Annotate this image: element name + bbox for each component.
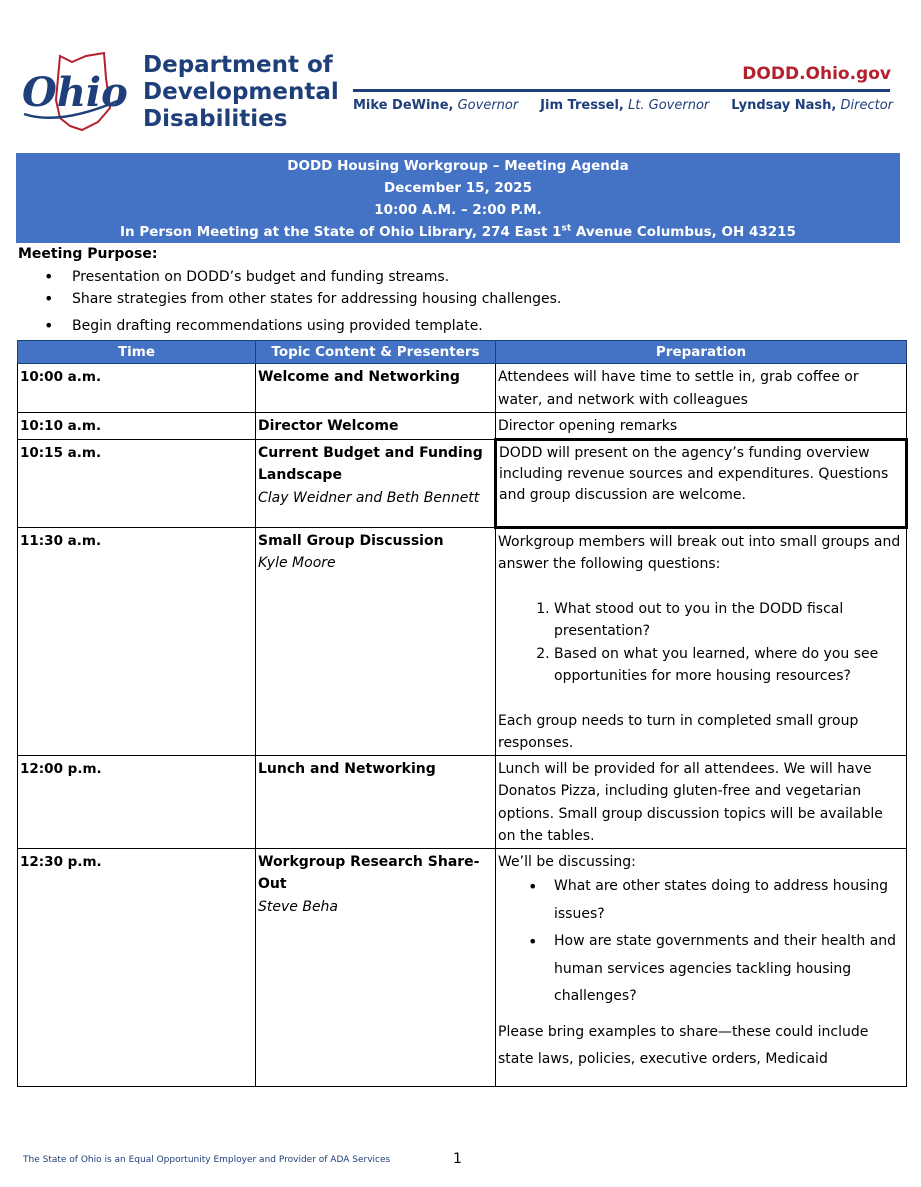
website-link[interactable]: DODD.Ohio.gov — [742, 64, 891, 84]
agenda-banner — [16, 153, 900, 243]
page-number: 1 — [453, 1151, 462, 1167]
letterhead — [0, 0, 921, 150]
prep-intro: We’ll be discussing: — [498, 853, 636, 870]
meeting-purpose-heading: Meeting Purpose: — [18, 246, 158, 262]
table-row — [18, 755, 907, 848]
row-presenter: Kyle Moore — [258, 555, 336, 571]
list-item: • How are state governments and their health and human services agencies tackling housing challenges? — [554, 928, 904, 1011]
table-row — [18, 848, 907, 1086]
list-item: 2. Based on what you learned, where do you see opportunities for more housing resources? — [554, 643, 904, 688]
agenda-table — [17, 340, 908, 1087]
row-preparation: Attendees will have time to settle in, grab coffee or water, and network with colleagues — [496, 364, 907, 413]
ohio-logo-icon — [20, 48, 132, 138]
row-time: 10:00 a.m. — [18, 364, 256, 413]
row-topic: Welcome and Networking — [256, 364, 496, 413]
row-presenter: Clay Weidner and Beth Bennett — [258, 489, 480, 506]
banner-location: In Person Meeting at the State of Ohio Library, 274 East 1st Avenue Columbus, OH 43215 — [120, 223, 796, 240]
dept-line-1: Department of — [143, 52, 333, 78]
row-time: 10:10 a.m. — [18, 413, 256, 440]
row-time: 10:15 a.m. — [18, 439, 256, 527]
row-presenter: Steve Beha — [258, 898, 339, 915]
banner-title: DODD Housing Workgroup – Meeting Agenda — [287, 158, 629, 174]
department-name — [143, 52, 339, 133]
row-preparation: Director opening remarks — [496, 413, 907, 440]
row-preparation — [496, 848, 907, 1086]
column-header-topic: Topic Content & Presenters — [256, 341, 496, 364]
row-topic: Small Group Discussion Kyle Moore — [256, 527, 496, 755]
officials-list — [353, 98, 893, 113]
official-lt-governor: Jim Tressel, Lt. Governor — [540, 98, 710, 113]
row-preparation: Lunch will be provided for all attendees. We will have Donatos Pizza, including gluten-free and vegetarian options. Small group discussion topics will be available on the tables. — [496, 755, 907, 848]
table-header-row — [18, 341, 907, 364]
row-topic: Lunch and Networking — [256, 755, 496, 848]
list-item: • Begin drafting recommendations using provided template. — [44, 315, 561, 337]
row-time: 12:30 p.m. — [18, 848, 256, 1086]
table-row — [18, 364, 907, 413]
header-divider — [353, 89, 890, 92]
meeting-purpose-list — [44, 266, 561, 337]
dept-line-2: Developmental — [143, 79, 339, 105]
banner-time: 10:00 A.M. – 2:00 P.M. — [374, 202, 542, 218]
row-preparation-selected[interactable]: DODD will present on the agency’s funding overview including revenue sources and expenditures. Questions and group discussion are welcome. — [496, 439, 907, 527]
table-row — [18, 439, 907, 527]
prep-outro: Each group needs to turn in completed small group responses. — [498, 712, 859, 751]
footer-equal-opportunity: The State of Ohio is an Equal Opportunity Employer and Provider of ADA Services — [23, 1155, 391, 1165]
list-item: • What are other states doing to address housing issues? — [554, 873, 904, 928]
prep-intro: Workgroup members will break out into small groups and answer the following questions: — [498, 533, 901, 572]
row-topic: Workgroup Research Share-Out Steve Beha — [256, 848, 496, 1086]
column-header-time: Time — [18, 341, 256, 364]
official-governor: Mike DeWine, Governor — [353, 98, 519, 113]
discussion-list — [498, 873, 904, 1011]
question-list — [498, 598, 904, 688]
row-time: 12:00 p.m. — [18, 755, 256, 848]
table-row — [18, 413, 907, 440]
list-item: 1. What stood out to you in the DODD fiscal presentation? — [554, 598, 904, 643]
banner-date: December 15, 2025 — [384, 180, 532, 196]
list-item: • Presentation on DODD’s budget and funding streams. — [44, 266, 561, 288]
row-time: 11:30 a.m. — [18, 527, 256, 755]
row-topic: Director Welcome — [256, 413, 496, 440]
logo-wordmark: Ohio — [22, 69, 128, 116]
list-item: • Share strategies from other states for addressing housing challenges. — [44, 288, 561, 310]
official-director: Lyndsay Nash, Director — [731, 98, 893, 113]
row-topic: Current Budget and Funding Landscape Clay Weidner and Beth Bennett — [256, 439, 496, 527]
dept-line-3: Disabilities — [143, 106, 288, 132]
table-row — [18, 527, 907, 755]
column-header-preparation: Preparation — [496, 341, 907, 364]
prep-outro: Please bring examples to share—these could include state laws, policies, executive orders, Medicaid — [498, 1023, 869, 1067]
row-preparation — [496, 527, 907, 755]
